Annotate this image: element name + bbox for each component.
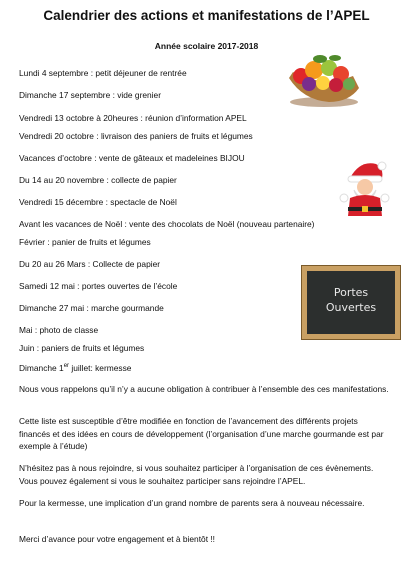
school-year: Année scolaire 2017-2018 <box>154 41 259 51</box>
chalkboard-line-2: Ouvertes <box>325 301 377 314</box>
event-item: Mai : photo de classe <box>19 325 99 335</box>
event-item: Du 14 au 20 novembre : collecte de papier <box>19 175 177 185</box>
event-item: Vendredi 20 octobre : livraison des paniers de fruits et légumes <box>19 131 253 141</box>
event-item: Dimanche 27 mai : marche gourmande <box>19 303 164 313</box>
chalkboard-surface <box>307 271 395 334</box>
event-item: Juin : paniers de fruits et légumes <box>19 343 145 353</box>
info-paragraph: Merci d’avance pour votre engagement et à bientôt !! <box>19 534 215 544</box>
santa-claus-image <box>338 158 390 220</box>
info-paragraph: Pour la kermesse, une implication d’un grand nombre de parents sera à nouveau nécessaire. <box>19 498 365 508</box>
event-item: Février : panier de fruits et légumes <box>19 237 151 247</box>
portes-ouvertes-chalkboard <box>301 265 401 340</box>
kermesse-desc: juillet: kermesse <box>69 363 132 373</box>
event-item: Avant les vacances de Noël : vente des chocolats de Noël (nouveau partenaire) <box>19 219 315 229</box>
event-item: Dimanche 17 septembre : vide grenier <box>19 90 161 100</box>
event-item: Lundi 4 septembre : petit déjeuner de rentrée <box>19 68 187 78</box>
event-item: Vacances d’octobre : vente de gâteaux et madeleines BIJOU <box>19 153 245 163</box>
info-paragraph: N’hésitez pas à nous rejoindre, si vous souhaitez participer à l’organisation de ces évènements. Vous pouvez également si vous le souhaitez participer sans rejoindre l’APEL. <box>19 463 374 486</box>
chalkboard-line-1: Portes <box>333 286 369 299</box>
kermesse-ordinal: er <box>63 363 70 370</box>
event-item: Samedi 12 mai : portes ouvertes de l’école <box>19 281 178 291</box>
event-item: Du 20 au 26 Mars : Collecte de papier <box>19 259 161 269</box>
page-title: Calendrier des actions et manifestations de l’APEL <box>43 8 370 23</box>
event-item: Vendredi 13 octobre à 20heures : réunion d’information APEL <box>19 113 247 123</box>
fruit-basket-image <box>283 48 365 110</box>
event-item: Vendredi 15 décembre : spectacle de Noël <box>19 197 177 207</box>
event-item-kermesse <box>19 363 131 373</box>
info-paragraph: Nous vous rappelons qu’il n’y a aucune obligation à contribuer à l’ensemble des ces manifestations. <box>19 384 389 394</box>
info-paragraph: Cette liste est susceptible d’être modifiée en fonction de l’avancement des différents projets financés et des idées en cours de développement (l’organisation d’une marche gourmande est par exemple à l’étude) <box>19 416 384 451</box>
kermesse-day: Dimanche 1 <box>19 363 64 373</box>
